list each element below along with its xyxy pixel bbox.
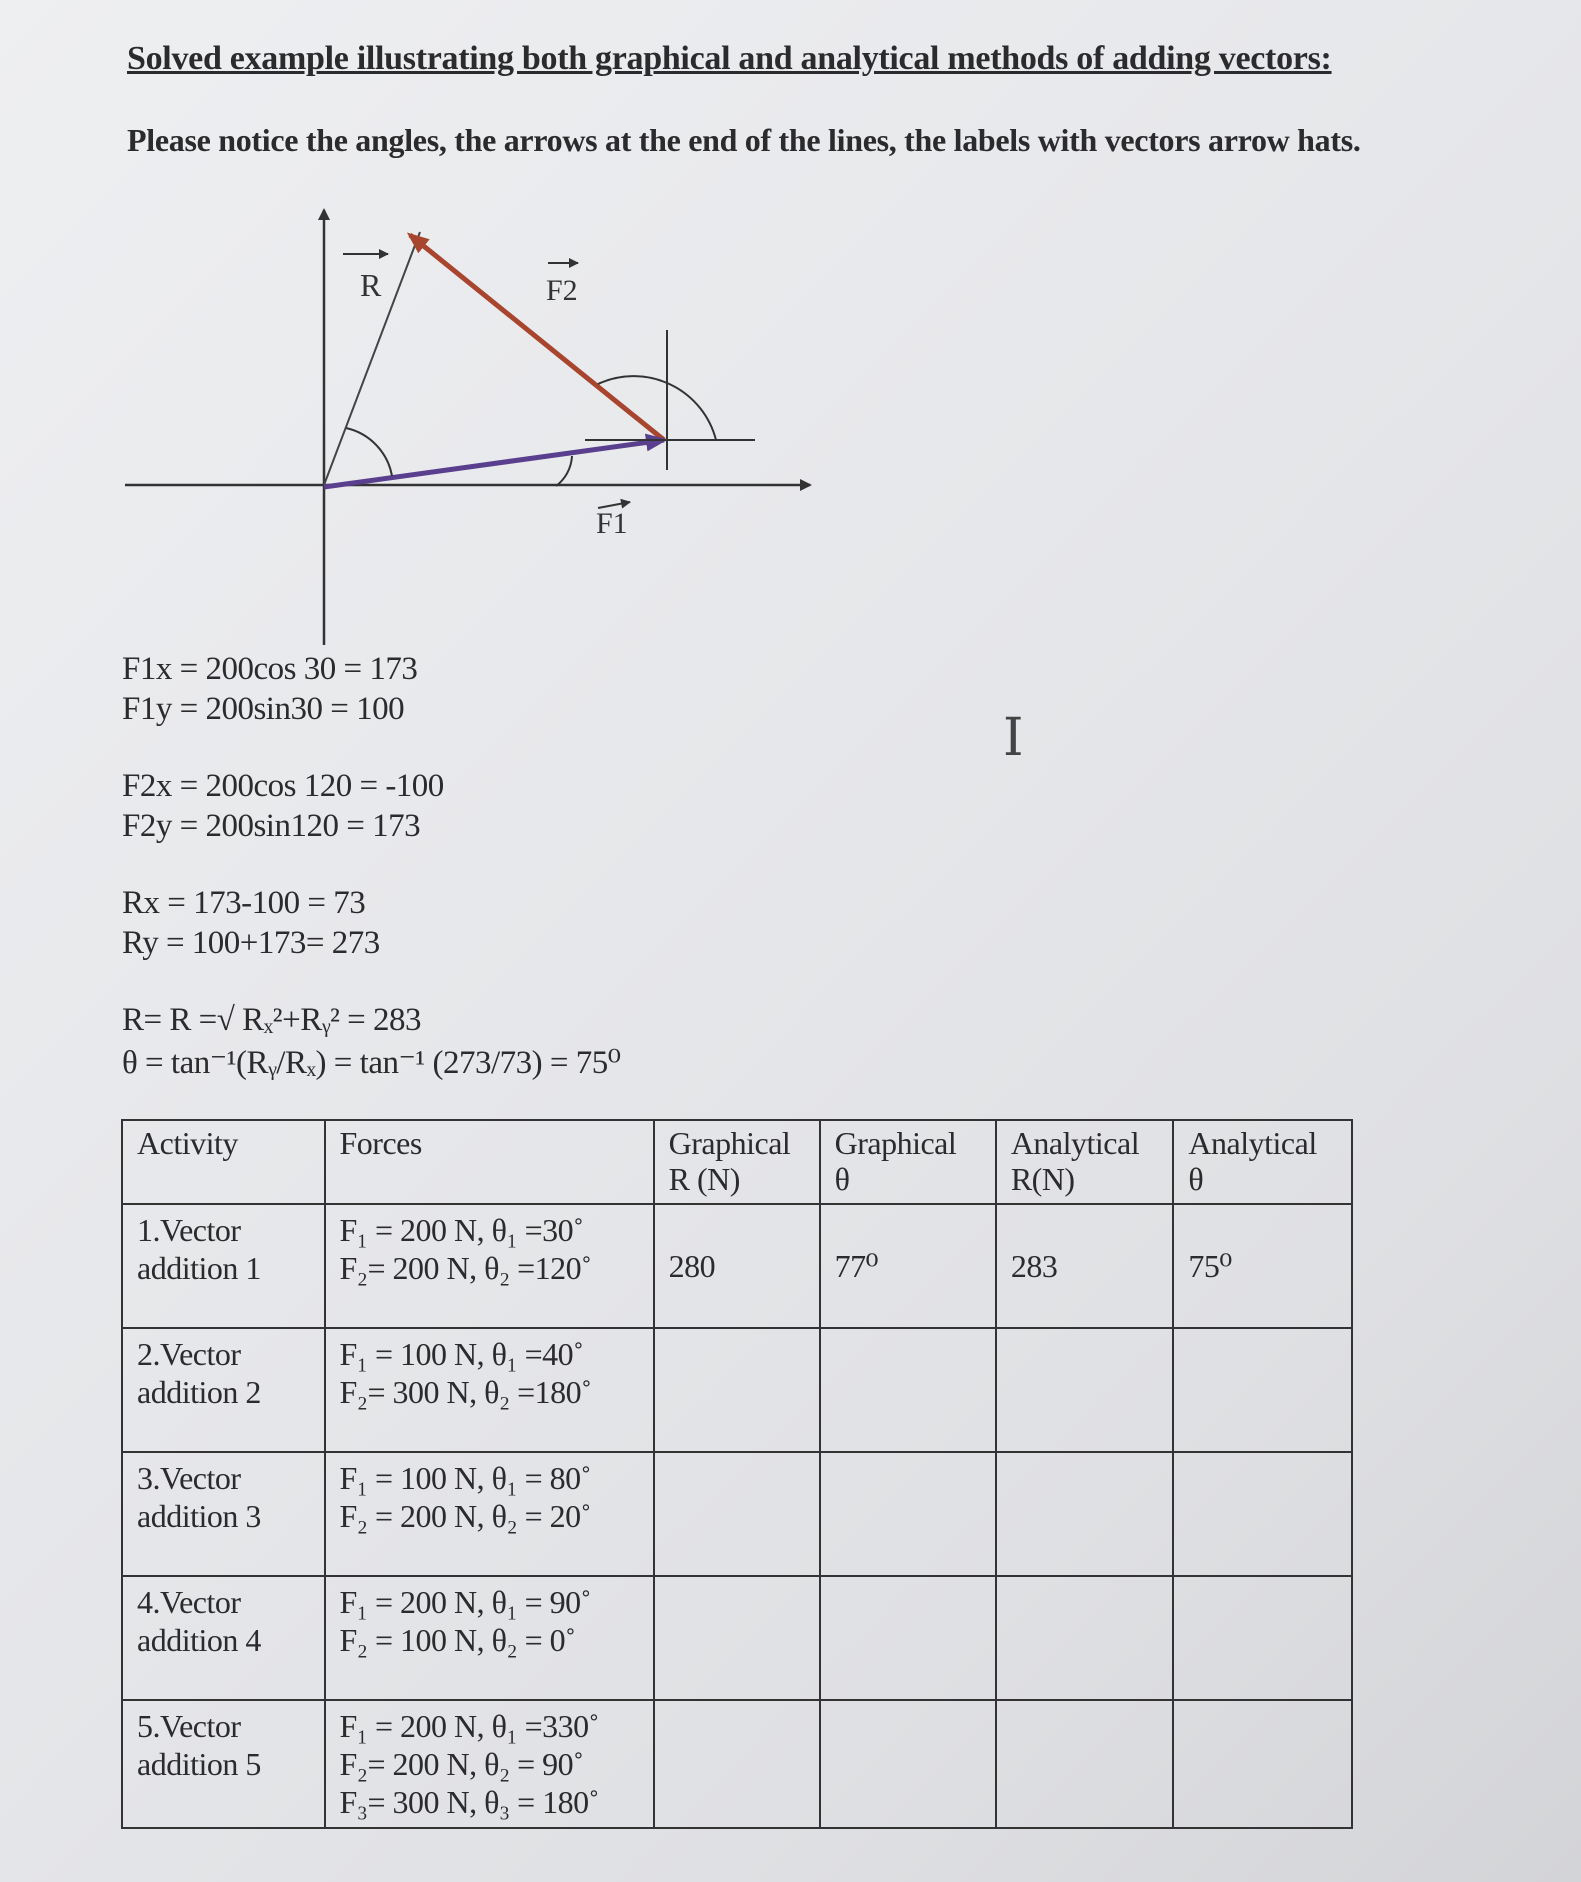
header-analytical-theta: Analytical θ (1173, 1120, 1352, 1204)
table-row (122, 1452, 1352, 1576)
theta-arc-origin (346, 428, 392, 476)
text-cursor-icon: I (1003, 708, 1024, 768)
activity-cell: 1.Vector addition 1 (122, 1204, 325, 1328)
graphical-theta-cell[interactable]: 77⁰ (820, 1204, 996, 1328)
forces-cell: F₁ = 200 N, θ₁ =330˚ F₂= 200 N, θ₂ = 90˚ F₃= 300 N, θ₃ = 180˚ (325, 1700, 654, 1828)
graphical-r-cell[interactable] (654, 1328, 820, 1452)
theta-arc-f1 (556, 456, 572, 486)
header-forces: Forces (325, 1120, 654, 1204)
graphical-r-cell[interactable] (654, 1700, 820, 1828)
theta-arc-f2 (598, 376, 716, 440)
vector-addition-table (121, 1119, 1353, 1829)
graphical-theta-cell[interactable] (820, 1700, 996, 1828)
activity-cell: 3.Vector addition 3 (122, 1452, 325, 1576)
f2-vector (410, 235, 664, 440)
analytical-r-cell[interactable] (996, 1700, 1174, 1828)
analytical-theta-cell[interactable] (1173, 1576, 1352, 1700)
table-row (122, 1328, 1352, 1452)
table-row (122, 1576, 1352, 1700)
equation-rx: Rx = 173-100 = 73 (122, 885, 366, 921)
graphical-r-cell[interactable]: 280 (654, 1204, 820, 1328)
f2-label: F2 (546, 274, 578, 307)
equation-f2y: F2y = 200sin120 = 173 (122, 808, 421, 844)
f1-label: F1 (596, 507, 628, 540)
graphical-r-cell[interactable] (654, 1576, 820, 1700)
equation-ry: Ry = 100+173= 273 (122, 925, 380, 961)
analytical-r-cell[interactable] (996, 1328, 1174, 1452)
page-title: Solved example illustrating both graphical and analytical methods of adding vectors: (127, 40, 1332, 77)
graphical-theta-cell[interactable] (820, 1452, 996, 1576)
forces-cell: F₁ = 200 N, θ₁ = 90˚ F₂ = 100 N, θ₂ = 0˚ (325, 1576, 654, 1700)
header-activity: Activity (122, 1120, 325, 1204)
activity-cell: 2.Vector addition 2 (122, 1328, 325, 1452)
forces-cell: F₁ = 100 N, θ₁ =40˚ F₂= 300 N, θ₂ =180˚ (325, 1328, 654, 1452)
activity-cell: 5.Vector addition 5 (122, 1700, 325, 1828)
forces-cell: F₁ = 100 N, θ₁ = 80˚ F₂ = 200 N, θ₂ = 20˚ (325, 1452, 654, 1576)
equation-f1x: F1x = 200cos 30 = 173 (122, 651, 418, 687)
header-graphical-r: Graphical R (N) (654, 1120, 820, 1204)
table-header-row (122, 1120, 1352, 1204)
equation-f2x: F2x = 200cos 120 = -100 (122, 768, 444, 804)
instruction-text: Please notice the angles, the arrows at the end of the lines, the labels with vectors arrow hats. (127, 122, 1361, 158)
graphical-theta-cell[interactable] (820, 1328, 996, 1452)
analytical-r-cell[interactable] (996, 1576, 1174, 1700)
header-analytical-r: Analytical R(N) (996, 1120, 1174, 1204)
equation-f1y: F1y = 200sin30 = 100 (122, 691, 405, 727)
equation-r: R= R =√ Rₓ²+Rᵧ² = 283 (122, 1002, 421, 1038)
graphical-theta-cell[interactable] (820, 1576, 996, 1700)
equation-theta: θ = tan⁻¹(Rᵧ/Rₓ) = tan⁻¹ (273/73) = 75⁰ (122, 1045, 621, 1081)
graphical-r-cell[interactable] (654, 1452, 820, 1576)
r-label: R (360, 267, 382, 303)
analytical-theta-cell[interactable] (1173, 1452, 1352, 1576)
forces-cell: F₁ = 200 N, θ₁ =30˚ F₂= 200 N, θ₂ =120˚ (325, 1204, 654, 1328)
analytical-r-cell[interactable]: 283 (996, 1204, 1174, 1328)
table-row (122, 1204, 1352, 1328)
analytical-r-cell[interactable] (996, 1452, 1174, 1576)
f1-vector (324, 440, 664, 487)
table-row (122, 1700, 1352, 1828)
analytical-theta-cell[interactable]: 75⁰ (1173, 1204, 1352, 1328)
activity-cell: 4.Vector addition 4 (122, 1576, 325, 1700)
header-graphical-theta: Graphical θ (820, 1120, 996, 1204)
analytical-theta-cell[interactable] (1173, 1700, 1352, 1828)
analytical-theta-cell[interactable] (1173, 1328, 1352, 1452)
vector-diagram (0, 0, 1581, 660)
